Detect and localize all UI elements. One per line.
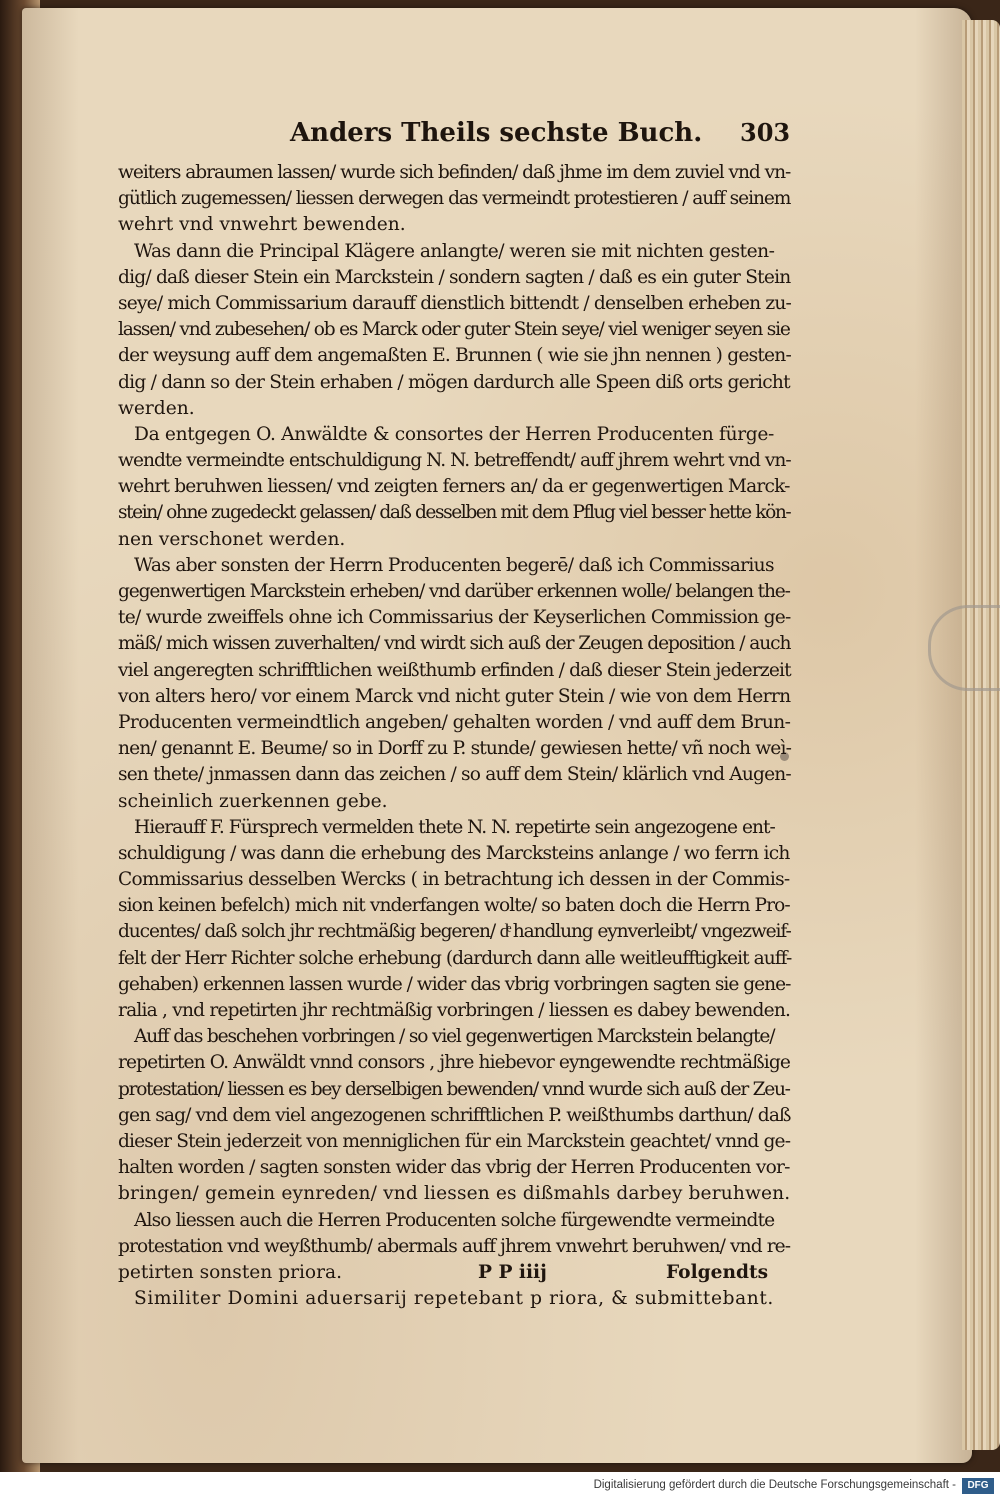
page-header (290, 118, 830, 152)
text-line: petirten sonsten priora. (118, 1261, 343, 1283)
text-line: protestation vnd weyßthumb/ abermals auff jhrem vnwehrt beruhwen/ vnd re- (118, 1235, 791, 1257)
text-line: viel angeregten schrifftlichen weißthumb erfinden / daß dieser Stein jederzeit (118, 659, 791, 681)
text-line: weiters abraumen lassen/ wurde sich befinden/ daß jhme im dem zuviel vnd vn- (118, 162, 791, 183)
page-number: 303 (740, 118, 791, 147)
text-line: felt der Herr Richter solche erhebung (dardurch dann alle weitleufftigkeit auff- (118, 947, 792, 969)
text-line: ralia , vnd repetirten jhr rechtmäßig vorbringen / liessen es dabey bewenden. (118, 1000, 791, 1021)
text-line: dig / dann so der Stein erhaben / mögen dardurch alle Speen diß orts gericht (118, 371, 790, 393)
text-line: Similiter Domini aduersarij repetebant p riora, & submittebant. (134, 1288, 774, 1310)
text-line: dieser Stein jederzeit von menniglichen für ein Marckstein geachtet/ vnnd ge- (118, 1130, 791, 1152)
text-line: Also liessen auch die Herren Producenten solche fürgewendte vermeindte (134, 1209, 775, 1231)
text-line: Da entgegen O. Anwäldte & consortes der Herren Producenten fürge- (134, 423, 775, 445)
text-line: nen/ genannt E. Beume/ so in Dorff zu P. stunde/ gewiesen hette/ vñ noch weì- (118, 738, 792, 760)
text-line: Producenten vermeindtlich angeben/ gehalten worden / vnd auff dem Brun- (118, 711, 791, 733)
catchword: Folgendts (666, 1262, 769, 1283)
text-line: sion keinen befelch) mich nit vnderfangen wolte/ so baten doch die Herrn Pro- (118, 895, 790, 917)
binding-thread (928, 605, 1000, 691)
text-line: von alters hero/ vor einem Marck vnd nicht guter Stein / wie von dem Herrn (118, 685, 791, 707)
text-line: wehrt vnd vnwehrt bewenden. (118, 214, 406, 236)
text-line: Was dann die Principal Klägere anlangte/ weren sie mit nichten gesten- (134, 240, 775, 262)
credit-bar (0, 1472, 1000, 1500)
text-line: Commissarius desselben Wercks ( in betrachtung ich dessen in der Commis- (118, 869, 790, 891)
text-line: wehrt beruhwen liessen/ vnd zeigten ferners an/ da er gegenwertigen Marck- (118, 476, 790, 498)
signature-mark: P P iiij (478, 1262, 547, 1283)
body-text (118, 160, 790, 1312)
text-line: Hierauff F. Fürsprech vermelden thete N. N. repetirte sein angezogene ent- (134, 816, 775, 838)
page-stack-edge (962, 20, 1000, 1450)
text-line: ducentes/ daß solch jhr rechtmäßig begeren/ dͤ handlung eynverleibt/ vngezweif- (118, 921, 791, 943)
text-line: gen sag/ vnd dem viel angezogenen schrifftlichen P. weißthumbs darthun/ daß (118, 1104, 791, 1126)
text-line: Auff das beschehen vorbringen / so viel gegenwertigen Marckstein belangte/ (134, 1026, 775, 1048)
text-line: halten worden / sagten sonsten wider das vbrig der Herren Producenten vor- (118, 1157, 790, 1179)
dfg-logo: DFG (962, 1478, 994, 1494)
text-line: sen thete/ jnmassen dann das zeichen / so auff dem Stein/ klärlich vnd Augen- (118, 764, 791, 786)
text-line: seye/ mich Commissarium darauff dienstlich bittendt / denselben erheben zu- (118, 292, 792, 314)
text-line: Was aber sonsten der Herrn Producenten begerē/ daß ich Commissarius (134, 554, 774, 576)
text-line: protestation/ liessen es bey derselbigen bewenden/ vnnd wurde sich auß der Zeu- (118, 1078, 790, 1100)
running-head: Anders Theils sechste Buch. (290, 118, 703, 148)
text-line: der weysung auff dem angemaßten E. Brunnen ( wie sie jhn nennen ) gesten- (118, 345, 791, 367)
text-line: gehaben) erkennen lassen wurde / wider das vbrig vorbringen sagten sie gene- (118, 973, 791, 995)
text-line: repetirten O. Anwäldt vnnd consors , jhre hiebevor eyngewendte rechtmäßige (118, 1052, 791, 1074)
page-footer (118, 1262, 790, 1312)
text-line: te/ wurde zweiffels ohne ich Commissarius der Keyserlichen Commission ge- (118, 607, 791, 629)
text-line: bringen/ gemein eynreden/ vnd liessen es dißmahls darbey beruhwen. (118, 1183, 791, 1205)
text-line: scheinlich zuerkennen gebe. (118, 790, 388, 812)
text-line: werden. (118, 397, 195, 419)
text-line: gegenwertigen Marckstein erheben/ vnd darüber erkennen wolle/ belangen the- (118, 581, 790, 602)
credit-text: Digitalisierung gefördert durch die Deutsche Forschungsgemeinschaft - (593, 1479, 956, 1491)
text-line: wendte vermeindte entschuldigung N. N. betreffendt/ auff jhrem wehrt vnd vn- (118, 450, 791, 472)
text-line: lassen/ vnd zubesehen/ ob es Marck oder guter Stein seye/ viel weniger seyen sie (118, 319, 790, 341)
text-line: dig/ daß dieser Stein ein Marckstein / sondern sagten / daß es ein guter Stein (118, 266, 791, 288)
text-line: gütlich zugemessen/ liessen derwegen das vermeindt protestieren / auff seinem (118, 188, 791, 210)
text-line: stein/ ohne zugedeckt gelassen/ daß desselben mit dem Pflug viel besser hette kön- (118, 502, 791, 524)
text-line: nen verschonet werden. (118, 528, 346, 550)
text-line: mäß/ mich wissen zuverhalten/ vnd wirdt sich auß der Zeugen deposition / auch (118, 633, 791, 655)
text-line: schuldigung / was dann die erhebung des Marcksteins anlange / wo ferrn ich (118, 842, 790, 864)
